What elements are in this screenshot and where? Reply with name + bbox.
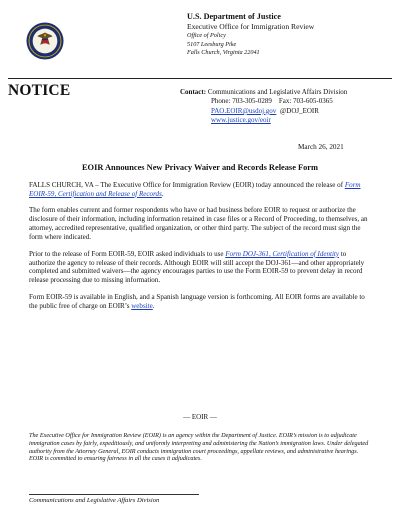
address-line-1: 5107 Leesburg Pike [187, 40, 237, 48]
contact-label: Contact: [180, 88, 207, 96]
footer-divider [29, 494, 199, 495]
office-name: Executive Office for Immigration Review [187, 22, 315, 31]
contact-fax: Fax: 703-605-0365 [278, 97, 333, 106]
notice-label: NOTICE [8, 82, 71, 99]
contact-twitter: @DOJ_EOIR [279, 106, 319, 115]
contact-phone-row [180, 97, 395, 106]
contact-email-row [180, 107, 395, 116]
contact-website-link[interactable]: www.justice.gov/eoir [211, 116, 271, 125]
paragraph-4 [29, 293, 374, 311]
agency-header [187, 12, 392, 58]
contact-division: Communications and Legislative Affairs Division [207, 88, 348, 96]
contact-email-link[interactable]: PAO.EOIR@usdoj.gov [211, 106, 277, 115]
agency-name: U.S. Department of Justice [187, 12, 281, 21]
address-line-2: Falls Church, Virginia 22041 [187, 49, 260, 56]
contact-phone: Phone: 703-305-0289 [211, 97, 272, 106]
release-date: March 26, 2021 [298, 143, 344, 151]
paragraph-3 [29, 250, 374, 286]
contact-website-row [180, 116, 395, 125]
doj-seal-graphic [26, 22, 64, 60]
contact-division-row [180, 88, 395, 97]
headline: EOIR Announces New Privacy Waiver and Records Release Form [81, 163, 319, 172]
contact-block [180, 88, 395, 126]
header-divider [8, 78, 392, 79]
body-text [29, 181, 374, 318]
paragraph-1-end: . [161, 189, 164, 198]
paragraph-1 [29, 181, 374, 199]
paragraph-3-start: Prior to the release of Form EOIR-59, EOIR asked individuals to use [29, 249, 226, 258]
end-mark: — EOIR — [183, 413, 217, 421]
form-doj-361-link[interactable]: Form DOJ-361, Certification of Identity [225, 249, 340, 258]
paragraph-1-text: FALLS CHURCH, VA – The Executive Office for Immigration Review (EOIR) today announced the release of [29, 181, 345, 189]
paragraph-2: The form enables current and former respondents who have or had business before EOIR to request or authorize the disclosure of their information, including information retained in case files or a Record of Proceeding, to themselves, an attorney, accredited representative, qualified organization, or other third party. The subject of the record must sign the form where indicated. [29, 206, 368, 242]
form-eoir-59-link[interactable]: Form EOIR-59, Certification and Release of Records [29, 181, 361, 198]
paragraph-4-end: . [152, 301, 155, 310]
eoir-website-link[interactable]: website [131, 301, 153, 310]
footer-division: Communications and Legislative Affairs Division [29, 497, 160, 504]
paragraph-3-end: to authorize the agency to release of their records. Although EOIR will still accept the DOJ-361—and other appropriately completed and submitted waivers—the agency encourages parties to use the Form EOIR-59 to prevent delay in record release processing due to missing information. [29, 249, 365, 285]
about-eoir: The Executive Office for Immigration Review (EOIR) is an agency within the Department of Justice. EOIR’s mission is to adjudicate immigration cases by fairly, expeditiously, and uniformly interpreting and administering the Nation’s immigration laws. Under delegated authority from the Attorney General, EOIR conducts immigration court proceedings, appellate reviews, and administrative hearings. EOIR is committed to ensuring fairness in all the cases it adjudicates. [29, 432, 369, 463]
sub-office-name: Office of Policy [187, 32, 226, 39]
doj-seal-icon [26, 22, 64, 60]
paragraph-4-start: Form EOIR-59 is available in English, and a Spanish language version is forthcoming. All EOIR forms are available to the public free of charge on EOIR’s [29, 292, 365, 310]
